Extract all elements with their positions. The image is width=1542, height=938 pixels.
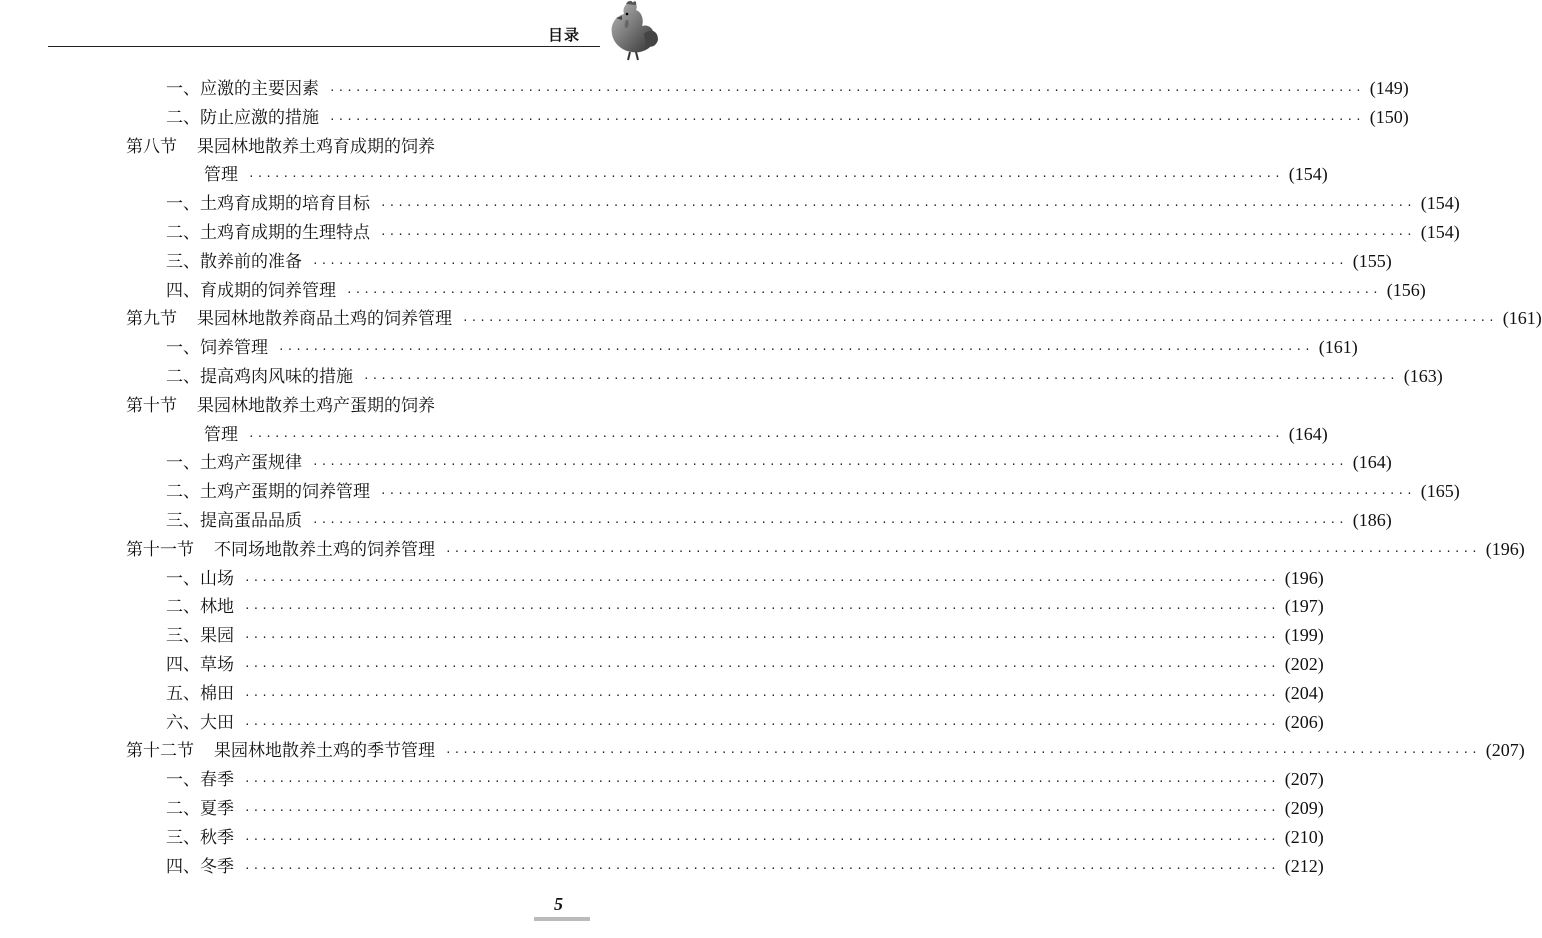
toc-item[interactable]	[166, 852, 1324, 877]
leader-dots: ························································································································	[244, 602, 1279, 616]
toc-entry-label: 一、土鸡产蛋规律	[166, 453, 302, 474]
toc-section-title	[126, 535, 435, 560]
toc-page-number: (196)	[1485, 538, 1525, 559]
toc-item[interactable]	[166, 477, 1460, 503]
toc-item[interactable]	[166, 506, 1392, 531]
leader-dots: ························································································································	[244, 688, 1279, 702]
toc-entry-label: 管理	[204, 424, 238, 445]
toc-section-number: 第十节	[126, 395, 177, 416]
leader-dots: ························································································································	[248, 429, 1283, 443]
leader-dots: ························································································································	[346, 285, 1381, 299]
leader-dots: ························································································································	[244, 832, 1279, 846]
toc-item[interactable]	[166, 650, 1324, 675]
toc-entry-label: 三、提高蛋品品质	[166, 511, 302, 531]
toc-page-number: (161)	[1318, 337, 1358, 358]
toc-entry-label: 二、土鸡产蛋期的饲养管理	[166, 482, 370, 503]
toc-entry-label: 三、果园	[166, 626, 234, 647]
toc-page-number: (206)	[1284, 711, 1324, 732]
toc-page-number: (186)	[1352, 510, 1392, 530]
leader-dots: ························································································································	[312, 458, 1347, 472]
toc-page-number: (156)	[1386, 279, 1426, 300]
leader-dots: ························································································································	[363, 372, 1398, 385]
toc-page-number: (199)	[1284, 625, 1324, 646]
leader-dots: ························································································································	[312, 516, 1347, 529]
header-rule	[48, 46, 600, 47]
toc-entry-label: 三、秋季	[166, 827, 234, 848]
toc-section-title	[126, 736, 435, 761]
toc-page-number: (154)	[1420, 193, 1460, 214]
toc-section[interactable]	[126, 535, 1525, 560]
toc-item[interactable]	[166, 679, 1324, 704]
toc-item[interactable]	[166, 333, 1358, 359]
toc-item[interactable]	[166, 448, 1392, 474]
toc-entry-label: 二、土鸡育成期的生理特点	[166, 223, 370, 243]
toc-entry-label: 二、防止应激的措施	[166, 107, 319, 128]
toc-item[interactable]	[166, 362, 1443, 387]
toc-entry-label: 四、育成期的饲养管理	[166, 280, 336, 301]
toc-entry-label: 二、林地	[166, 597, 234, 618]
toc-page-number: (202)	[1284, 654, 1324, 674]
toc-section[interactable]	[126, 736, 1525, 762]
toc-item[interactable]	[166, 276, 1426, 301]
toc-item[interactable]	[166, 218, 1460, 243]
toc-page-number: (164)	[1352, 452, 1392, 473]
rooster-icon	[596, 0, 660, 60]
toc-page-number: (154)	[1288, 164, 1328, 185]
leader-dots: ························································································································	[244, 573, 1279, 587]
toc-page-number: (161)	[1502, 308, 1542, 329]
toc-section-name: 果园林地散养商品土鸡的饲养管理	[197, 309, 452, 330]
toc-item[interactable]	[166, 823, 1324, 848]
toc-section-title	[126, 304, 452, 329]
toc-page-number: (154)	[1420, 222, 1460, 242]
toc-entry-label: 四、冬季	[166, 856, 234, 877]
toc-item[interactable]	[166, 103, 1409, 128]
toc-section-number: 第十一节	[126, 539, 194, 560]
toc-item[interactable]	[166, 189, 1460, 215]
toc-section-title	[126, 391, 435, 416]
leader-dots: ························································································································	[244, 775, 1279, 789]
leader-dots: ························································································································	[244, 717, 1279, 731]
toc-section[interactable]	[126, 132, 590, 157]
toc-item[interactable]	[166, 592, 1324, 618]
leader-dots: ························································································································	[244, 660, 1279, 673]
leader-dots: ························································································································	[278, 343, 1313, 357]
leader-dots: ························································································································	[380, 228, 1415, 241]
leader-dots: ························································································································	[312, 256, 1347, 270]
toc-entry-label: 二、夏季	[166, 799, 234, 819]
toc-page-number: (149)	[1369, 78, 1409, 98]
toc-item[interactable]	[166, 708, 1324, 733]
toc-page-number: (196)	[1284, 567, 1324, 588]
toc-section-name: 果园林地散养土鸡产蛋期的饲养	[197, 395, 435, 416]
toc-page-number: (164)	[1288, 423, 1328, 444]
toc-page-number: (204)	[1284, 682, 1324, 703]
toc-section[interactable]	[126, 391, 590, 416]
toc-item[interactable]	[166, 794, 1324, 819]
leader-dots: ························································································································	[244, 631, 1279, 645]
toc-page-number: (163)	[1403, 366, 1443, 386]
leader-dots: ························································································································	[380, 199, 1415, 213]
leader-dots: ························································································································	[244, 804, 1279, 817]
toc-entry-label: 三、散养前的准备	[166, 251, 302, 272]
toc-page-number: (210)	[1284, 826, 1324, 847]
toc-section-continuation[interactable]	[204, 160, 1328, 186]
leader-dots: ························································································································	[445, 746, 1480, 760]
toc-section[interactable]	[126, 304, 1542, 330]
toc-item[interactable]	[166, 621, 1324, 647]
toc-entry-label: 二、提高鸡肉风味的措施	[166, 367, 353, 387]
toc-entry-label: 五、棉田	[166, 683, 234, 704]
leader-dots: ························································································································	[462, 314, 1497, 328]
toc-page-number: (155)	[1352, 250, 1392, 271]
toc-page-number: (207)	[1284, 769, 1324, 790]
toc-section-number: 第十二节	[126, 741, 194, 762]
toc-page-number: (207)	[1485, 740, 1525, 761]
toc-entry-label: 一、春季	[166, 770, 234, 791]
toc-section-number: 第八节	[126, 136, 177, 157]
toc-page-number: (197)	[1284, 596, 1324, 617]
toc-page-number: (212)	[1284, 855, 1324, 876]
toc-section-name: 果园林地散养土鸡育成期的饲养	[197, 136, 435, 157]
leader-dots: ························································································································	[445, 544, 1480, 558]
toc-section-name: 果园林地散养土鸡的季节管理	[214, 741, 435, 762]
leader-dots: ························································································································	[244, 861, 1279, 875]
toc-entry-label: 六、大田	[166, 712, 234, 733]
toc-entry-label: 一、应激的主要因素	[166, 79, 319, 99]
leader-dots: ························································································································	[329, 112, 1364, 126]
toc-section-continuation[interactable]	[204, 420, 1328, 445]
footer-bar	[534, 917, 590, 921]
toc-item[interactable]	[166, 564, 1324, 589]
toc-entry-label: 一、土鸡育成期的培育目标	[166, 194, 370, 215]
header-title: 目录	[548, 26, 581, 44]
toc-section-number: 第九节	[126, 309, 177, 330]
leader-dots: ························································································································	[248, 170, 1283, 184]
toc-entry-label: 四、草场	[166, 655, 234, 675]
toc-entry-label: 一、饲养管理	[166, 338, 268, 359]
toc-page-number: (209)	[1284, 798, 1324, 818]
leader-dots: ························································································································	[329, 84, 1364, 97]
toc-item[interactable]	[166, 247, 1392, 272]
leader-dots: ························································································································	[380, 487, 1415, 501]
toc-item[interactable]	[166, 765, 1324, 791]
toc-item[interactable]	[166, 74, 1409, 99]
toc-entry-label: 一、山场	[166, 568, 234, 589]
toc-page-number: (165)	[1420, 481, 1460, 502]
toc-entry-label: 管理	[204, 165, 238, 186]
toc-section-title	[126, 132, 435, 157]
toc-page-number: (150)	[1369, 106, 1409, 127]
page-number: 5	[554, 894, 563, 914]
toc-section-name: 不同场地散养土鸡的饲养管理	[214, 539, 435, 560]
